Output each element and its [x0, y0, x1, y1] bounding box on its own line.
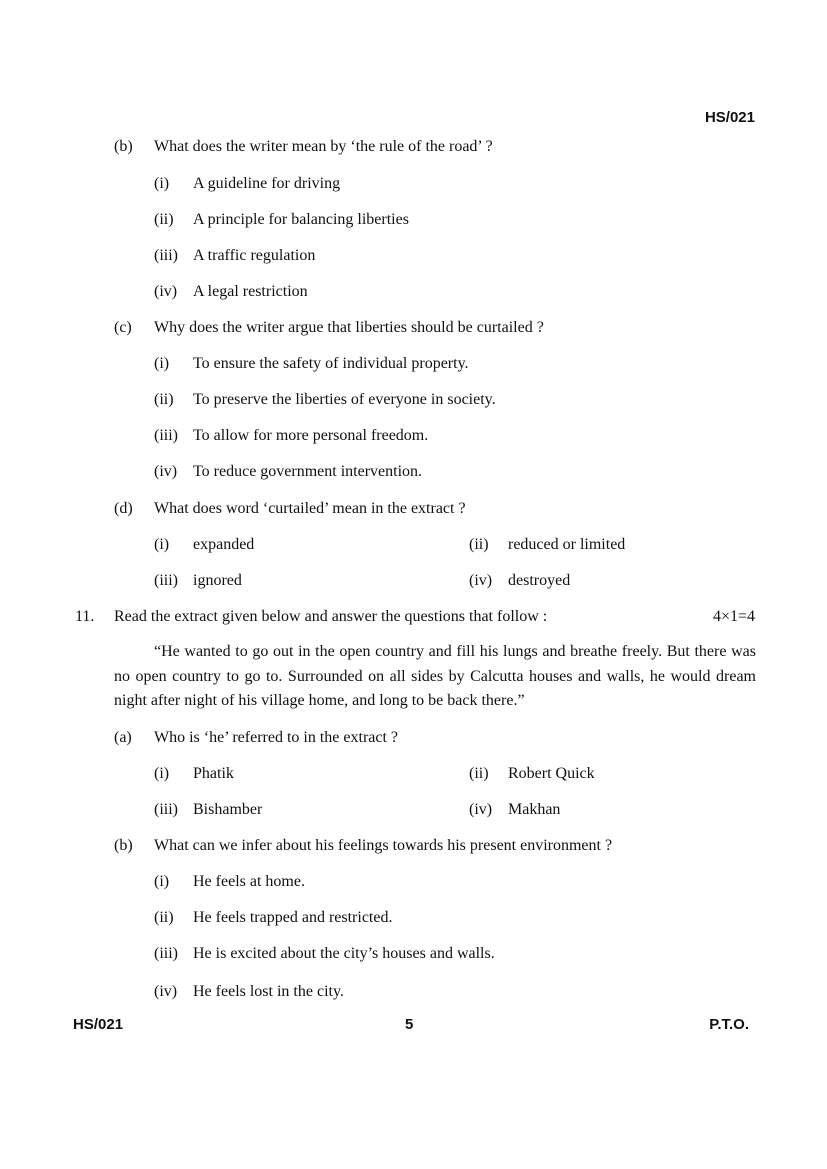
option-text: A guideline for driving	[193, 175, 341, 192]
question-11b-text: What can we infer about his feelings towards his present environment ?	[154, 837, 613, 854]
option-number: (iii)	[154, 945, 178, 962]
option-text: A traffic regulation	[193, 247, 316, 264]
option-number: (ii)	[469, 765, 489, 782]
option-text: Makhan	[508, 801, 561, 818]
option-number: (i)	[154, 536, 170, 553]
option-text: To ensure the safety of individual property.	[193, 355, 469, 372]
option-text: reduced or limited	[508, 536, 626, 553]
option-text: To preserve the liberties of everyone in society.	[193, 391, 496, 408]
option-text: Bishamber	[193, 801, 263, 818]
option-number: (iv)	[154, 983, 178, 1000]
option-number: (i)	[154, 873, 170, 890]
option-text: He feels lost in the city.	[193, 983, 344, 1000]
question-11-number: 11.	[75, 608, 95, 625]
pto-label: P.T.O.	[709, 1016, 749, 1033]
option-text: Robert Quick	[508, 765, 595, 782]
question-11a-text: Who is ‘he’ referred to in the extract ?	[154, 729, 399, 746]
question-10d-text: What does word ‘curtailed’ mean in the extract ?	[154, 500, 466, 517]
question-10d-label: (d)	[114, 500, 133, 517]
option-text: expanded	[193, 536, 255, 553]
option-text: He feels at home.	[193, 873, 305, 890]
option-number: (iii)	[154, 801, 178, 818]
option-number: (iii)	[154, 247, 178, 264]
option-text: To reduce government intervention.	[193, 463, 423, 480]
option-text: ignored	[193, 572, 242, 589]
option-text: He is excited about the city’s houses and walls.	[193, 945, 495, 962]
option-number: (i)	[154, 765, 170, 782]
option-text: destroyed	[508, 572, 571, 589]
option-number: (i)	[154, 355, 170, 372]
option-text: To allow for more personal freedom.	[193, 427, 429, 444]
option-number: (iv)	[469, 801, 493, 818]
header-code: HS/021	[704, 109, 755, 126]
option-number: (ii)	[154, 211, 174, 228]
page-number: 5	[405, 1016, 414, 1033]
question-11b-label: (b)	[114, 837, 133, 854]
option-number: (ii)	[154, 391, 174, 408]
question-10c-label: (c)	[114, 319, 132, 336]
option-number: (iv)	[154, 283, 178, 300]
option-number: (ii)	[154, 909, 174, 926]
question-11-marks: 4×1=4	[712, 608, 755, 625]
option-text: A legal restriction	[193, 283, 308, 300]
option-number: (iv)	[154, 463, 178, 480]
option-number: (i)	[154, 175, 170, 192]
question-10b-text: What does the writer mean by ‘the rule of the road’ ?	[154, 138, 493, 155]
question-11-extract: “He wanted to go out in the open country and fill his lungs and breathe freely. But there was no open country to go to. Surrounded on all sides by Calcutta houses and walls, he would dream night after night of his village home, and long to be back there.”	[114, 643, 756, 709]
option-number: (iii)	[154, 427, 178, 444]
option-text: Phatik	[193, 765, 234, 782]
footer-code: HS/021	[73, 1016, 124, 1033]
option-text: He feels trapped and restricted.	[193, 909, 393, 926]
question-11-instruction: Read the extract given below and answer the questions that follow :	[114, 608, 548, 625]
option-number: (iv)	[469, 572, 493, 589]
option-number: (ii)	[469, 536, 489, 553]
option-text: A principle for balancing liberties	[193, 211, 409, 228]
option-number: (iii)	[154, 572, 178, 589]
question-10c-text: Why does the writer argue that liberties should be curtailed ?	[154, 319, 544, 336]
question-10b-label: (b)	[114, 138, 133, 155]
question-11a-label: (a)	[114, 729, 132, 746]
